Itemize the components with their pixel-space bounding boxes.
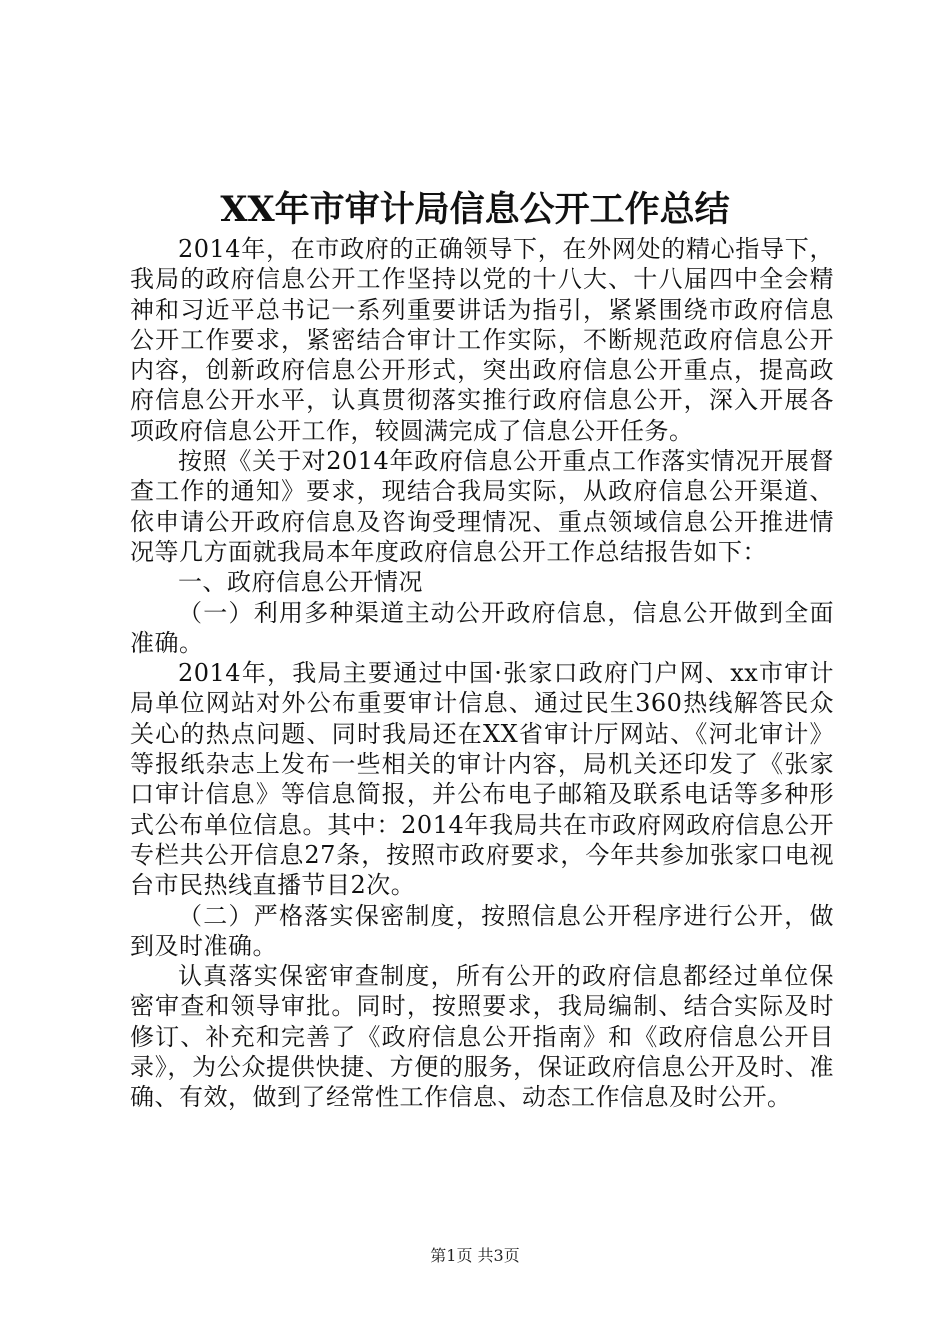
channels-paragraph: 2014年，我局主要通过中国·张家口政府门户网、xx市审计局单位网站对外公布重要审计信息、通过民生360热线解答民众关心的热点问题、同时我局还在XX省审计厅网站、《河北审计》等报纸杂志上发布一些相关的审计内容，局机关还印发了《张家口审计信息》等信息简报，并公布电子邮箱及联系电话等多种形式公布单位信息。其中：2014年我局共在市政府网政府信息公开专栏共公开信息27条，按照市政府要求，今年共参加张家口电视台市民热线直播节目2次。 [130, 659, 834, 900]
section-heading-1: 一、政府信息公开情况 [178, 568, 423, 597]
subsection-heading-1: （一）利用多种渠道主动公开政府信息，信息公开做到全面准确。 [130, 598, 834, 657]
page-footer: 第1页 共3页 [430, 1246, 520, 1265]
document-title: XX年市审计局信息公开工作总结 [220, 189, 730, 230]
intro-paragraph: 2014年，在市政府的正确领导下，在外网处的精心指导下，我局的政府信息公开工作坚持以党的十八大、十八届四中全会精神和习近平总书记一系列重要讲话为指引，紧紧围绕市政府信息公开工作要求，紧密结合审计工作实际，不断规范政府信息公开内容，创新政府信息公开形式，突出政府信息公开重点，提高政府信息公开水平，认真贯彻落实推行政府信息公开，深入开展各项政府信息公开工作，较圆满完成了信息公开任务。 [130, 235, 834, 445]
document-body [130, 234, 834, 1113]
confidentiality-paragraph: 认真落实保密审查制度，所有公开的政府信息都经过单位保密审查和领导审批。同时，按照要求，我局编制、结合实际及时修订、补充和完善了《政府信息公开指南》和《政府信息公开目录》，为公众提供快捷、方便的服务，保证政府信息公开及时、准确、有效，做到了经常性工作信息、动态工作信息及时公开。 [130, 962, 834, 1112]
purpose-paragraph: 按照《关于对2014年政府信息公开重点工作落实情况开展督查工作的通知》要求，现结合我局实际，从政府信息公开渠道、依申请公开政府信息及咨询受理情况、重点领域信息公开推进情况等几方面就我局本年度政府信息公开工作总结报告如下： [130, 447, 834, 566]
subsection-heading-2: （二）严格落实保密制度，按照信息公开程序进行公开，做到及时准确。 [130, 901, 834, 960]
